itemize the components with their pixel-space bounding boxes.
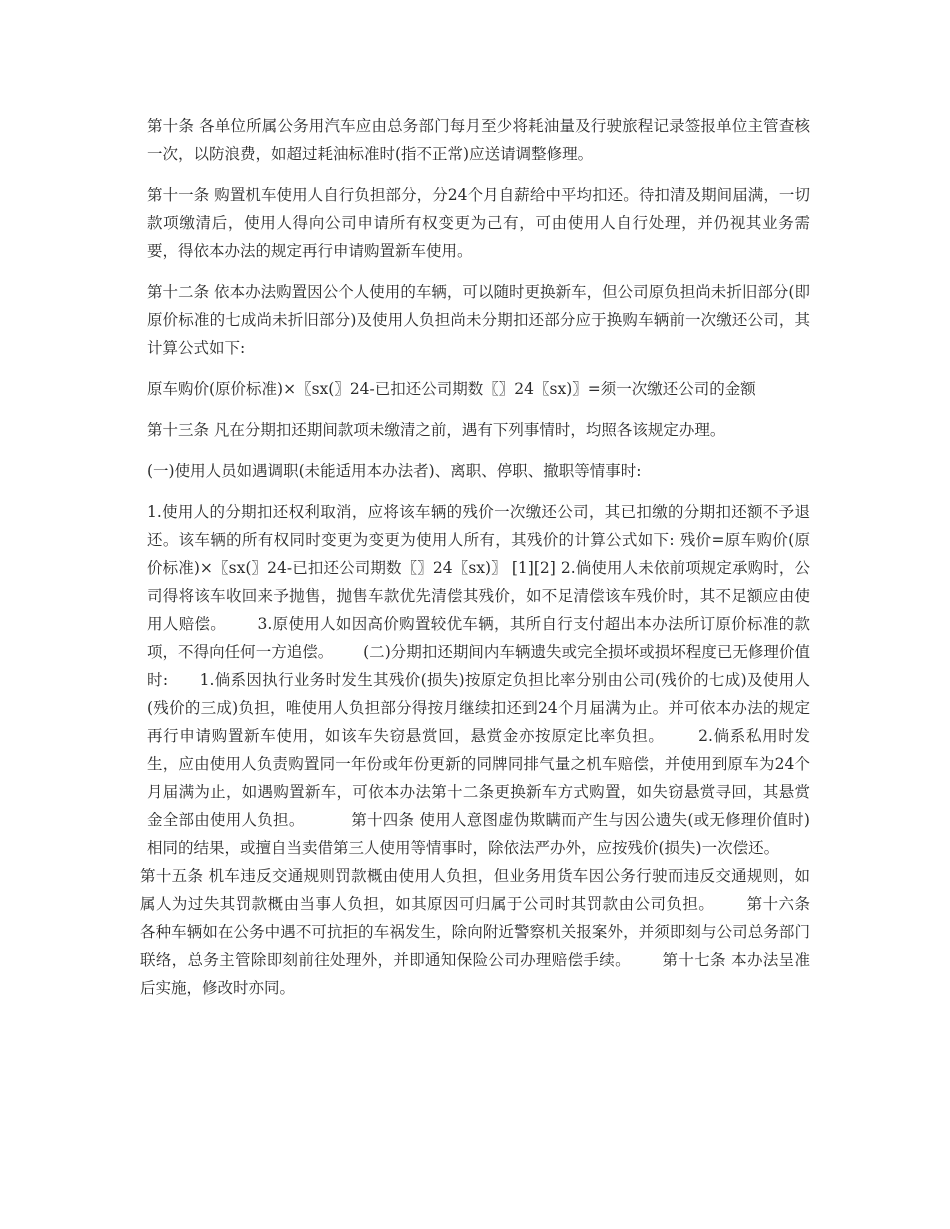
article-13: 第十三条 凡在分期扣还期间款项未缴清之前，遇有下列事情时，均照各该规定办理。 — [147, 421, 726, 439]
body-run: 3.原使用人如因高价购置较优车辆，其所自行支付超出本办法所订原价标准的款项，不得向任何一方追偿。 — [147, 615, 810, 661]
body-run: 1.倘系因执行业务时发生其残价(损失)按原定负担比率分别由公司(残价的七成)及使用人(残价的三成)负担，唯使用人负担部分得按月继续扣还到24个月届满为止。并可依本办法的规定再行申请购置新车使用，如该车失窃悬赏回，悬赏金亦按原定比率负担。 — [147, 671, 810, 745]
tail-run: 第十五条 机车违反交通规则罚款概由使用人负担，但业务用货车因公务行驶而违反交通规则，如属人为过失其罚款概由当事人负担，如其原因可归属于公司时其罚款由公司负担。 — [140, 867, 810, 913]
article-11: 第十一条 购置机车使用人自行负担部分，分24个月自薪给中平均扣还。待扣清及期间届满，一切款项缴清后，使用人得向公司申请所有权变更为己有，可由使用人自行处理，并仍视其业务需要，得依本办法的规定再行申请购置新车使用。 — [147, 186, 810, 260]
body-run: 1.使用人的分期扣还权利取消，应将该车辆的残价一次缴还公司，其已扣缴的分期扣还额不予退还。该车辆的所有权同时变更为变更为使用人所有，其残价的计算公式如下: 残价=原车购价(原价标准)×〖sx(〗24-已扣还公司期数〖〗24〖sx)〗 [1][2] 2.倘使用人未依前项规定承购时，公司得将该车收回来予抛售，抛售车款优先清偿其残价，如不足清偿该车残价时，其不足额应由使用人赔偿。 — [147, 503, 810, 633]
body-run: 第十四条 使用人意图虚伪欺瞒而产生与因公遗失(或无修理价值时)相同的结果，或擅自当卖借第三人使用等情事时，除依法严办外，应按残价(损失)一次偿还。 — [147, 811, 810, 857]
merged-body-paragraph — [140, 498, 810, 862]
article-12: 第十二条 依本办法购置因公个人使用的车辆，可以随时更换新车，但公司原负担尚未折旧部分(即原价标准的七成尚未折旧部分)及使用人负担尚未分期扣还部分应于换购车辆前一次缴还公司，其计算公式如下: — [147, 283, 810, 357]
formula-line: 原车购价(原价标准)×〖sx(〗24-已扣还公司期数〖〗24〖sx)〗=须一次缴还公司的金额 — [147, 380, 756, 398]
body-run: (二)分期扣还期间内车辆遗失或完全损坏或损坏程度已无修理价值时: — [147, 643, 810, 689]
article-10: 第十条 各单位所属公务用汽车应由总务部门每月至少将耗油量及行驶旅程记录签报单位主管查核一次，以防浪费，如超过耗油标准时(指不正常)应送请调整修理。 — [147, 117, 810, 163]
body-run: 2.倘系私用时发生，应由使用人负责购置同一年份或年份更新的同牌同排气量之机车赔偿，并使用到原车为24个月届满为止，如遇购置新车，可依本办法第十二条更换新车方式购置，如失窃悬赏寻回，其悬赏金全部由使用人负担。 — [147, 727, 810, 829]
document-page — [140, 112, 810, 1002]
tail-paragraph — [140, 862, 810, 1002]
tail-run: 第十六条 各种车辆如在公务中遇不可抗拒的车祸发生，除向附近警察机关报案外，并须即刻与公司总务部门联络，总务主管除即刻前往处理外，并即通知保险公司办理赔偿手续。 — [140, 895, 810, 969]
item-1: (一)使用人员如遇调职(未能适用本办法者)、离职、停职、撤职等情事时: — [147, 462, 642, 480]
tail-run: 第十七条 本办法呈准后实施，修改时亦同。 — [140, 951, 810, 997]
